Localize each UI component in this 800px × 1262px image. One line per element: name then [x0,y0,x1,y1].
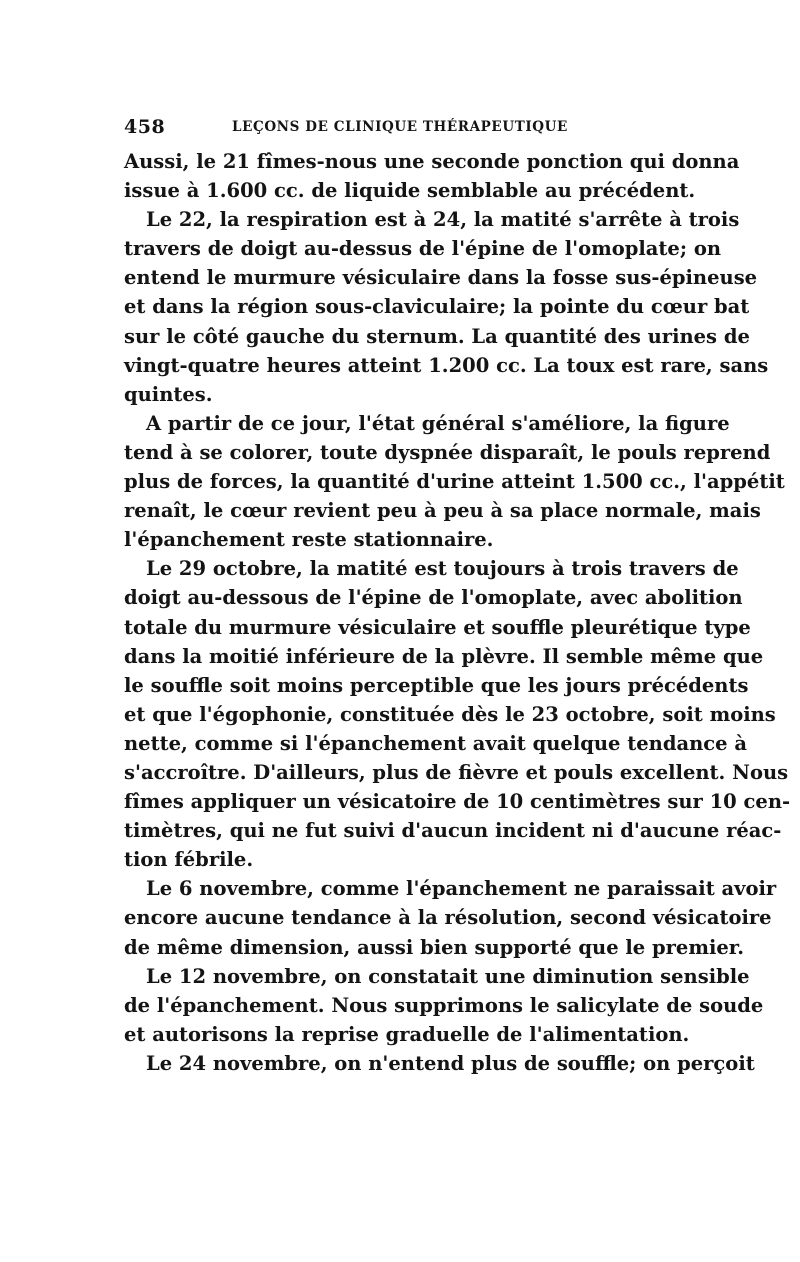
text-line: timètres, qui ne fut suivi d'aucun incident ni d'aucune réac- [124,819,782,843]
text-line: issue à 1.600 cc. de liquide semblable au précédent. [124,179,696,203]
text-line: renaît, le cœur revient peu à peu à sa place normale, mais [124,499,761,523]
text-line: l'épanchement reste stationnaire. [124,528,494,552]
page-number: 458 [124,116,166,138]
text-line: s'accroître. D'ailleurs, plus de fièvre et pouls excellent. Nous [124,760,789,784]
text-line: le souffle soit moins perceptible que les jours précédents [124,673,749,697]
text-line: Le 6 novembre, comme l'épanchement ne paraissait avoir [146,877,777,901]
text-line: encore aucune tendance à la résolution, second vésicatoire [124,906,772,930]
text-line: Aussi, le 21 fîmes-nous une seconde ponction qui donna [124,150,740,173]
running-title: LEÇONS DE CLINIQUE THÉRAPEUTIQUE [232,119,568,135]
text-line: Le 22, la respiration est à 24, la matité s'arrête à trois [146,208,740,232]
text-line: de l'épanchement. Nous supprimons le salicylate de soude [124,993,764,1017]
text-line: Le 12 novembre, on constatait une diminution sensible [146,964,750,988]
text-line: sur le côté gauche du sternum. La quantité des urines de [124,324,750,348]
text-line: totale du murmure vésiculaire et souffle pleurétique type [124,615,751,639]
text-line: doigt au-dessous de l'épine de l'omoplate, avec abolition [124,586,743,610]
text-line: de même dimension, aussi bien supporté que le premier. [124,935,745,959]
text-line: quintes. [124,382,213,406]
text-line: entend le murmure vésiculaire dans la fosse sus-épineuse [124,266,758,290]
text-line: Le 24 novembre, on n'entend plus de souffle; on perçoit [146,1051,755,1075]
text-line: Le 29 octobre, la matité est toujours à trois travers de [146,557,739,581]
text-line: travers de doigt au-dessus de l'épine de l'omoplate; on [124,237,721,261]
text-line: vingt-quatre heures atteint 1.200 cc. La toux est rare, sans [124,353,769,377]
text-line: fîmes appliquer un vésicatoire de 10 centimètres sur 10 cen- [124,790,791,814]
text-line: et dans la région sous-claviculaire; la pointe du cœur bat [124,295,750,319]
body-text [124,147,791,1078]
running-head [124,116,676,138]
text-line: tend à se colorer, toute dyspnée disparaît, le pouls reprend [124,440,771,464]
text-line: nette, comme si l'épanchement avait quelque tendance à [124,731,747,755]
text-line: plus de forces, la quantité d'urine atteint 1.500 cc., l'appétit [124,470,785,494]
text-line: et autorisons la reprise graduelle de l'alimentation. [124,1022,690,1046]
text-line: et que l'égophonie, constituée dès le 23 octobre, soit moins [124,702,776,726]
text-line: dans la moitié inférieure de la plèvre. Il semble même que [124,644,764,668]
text-line: tion fébrile. [124,848,254,872]
text-line: A partir de ce jour, l'état général s'améliore, la figure [146,411,730,435]
